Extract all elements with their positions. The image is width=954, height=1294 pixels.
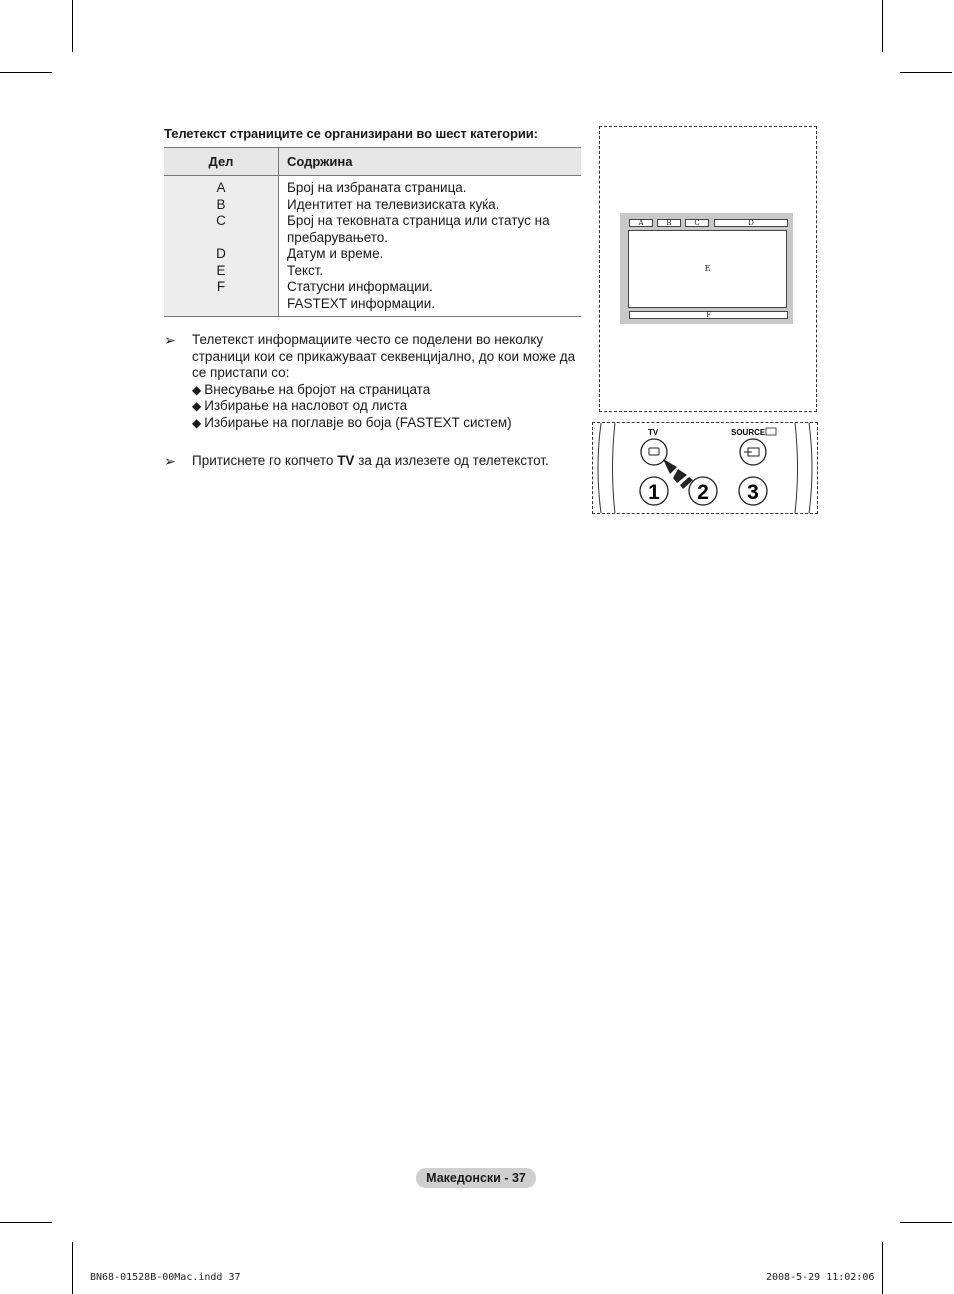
content-line: Број на тековната страница или статус на (287, 213, 550, 228)
tv-button-name: TV (337, 453, 355, 468)
screen-label-b: B (657, 219, 681, 227)
contents-cell (279, 176, 582, 317)
note-exit-teletext: ➢ Притиснете го копчето TV за да излезете од телетекстот. (164, 453, 549, 469)
content-line: Идентитет на телевизиската куќа. (287, 196, 500, 212)
screen-label-c: C (685, 219, 709, 227)
teletext-categories-table (164, 147, 581, 317)
screen-label-d: D (714, 219, 788, 227)
crop-mark (900, 1222, 952, 1223)
screen-label-a: A (629, 219, 653, 227)
part-letter: D (216, 246, 226, 261)
number-label: 3 (747, 481, 759, 504)
screen-label-e: E (628, 230, 787, 308)
content-line: FASTEXT информации. (287, 295, 435, 311)
part-letter: E (216, 262, 226, 278)
part-letter: F (216, 279, 226, 294)
tv-label: TV (648, 428, 659, 437)
page-number-badge: Македонски - 37 (416, 1168, 536, 1188)
content-line: Датум и време. (287, 246, 384, 261)
diamond-bullet-icon: ◆ (192, 399, 202, 413)
part-letter: A (216, 180, 226, 195)
content-line: пребарувањето. (287, 229, 389, 245)
number-button-3[interactable] (739, 477, 767, 505)
crop-mark (72, 1242, 73, 1294)
crop-mark (882, 1242, 883, 1294)
source-button[interactable] (740, 439, 766, 465)
note-line: Телетекст информациите често се поделени во неколку (192, 332, 544, 347)
diamond-bullet-icon: ◆ (192, 382, 202, 397)
screen-label-f: F (629, 311, 788, 319)
teletext-screen-diagram (620, 213, 793, 324)
note-arrow-icon: ➢ (164, 453, 176, 469)
source-label: SOURCE (731, 428, 766, 437)
note-line: страници кои се прикажуваат секвенцијално, до кои може да (192, 348, 576, 364)
content-line: Број на избраната страница. (287, 180, 467, 195)
crop-mark (882, 0, 883, 52)
content-line: Статусни информации. (287, 279, 433, 294)
tv-button[interactable] (641, 439, 667, 465)
part-letter (172, 230, 270, 247)
note-teletext-pages (164, 332, 592, 431)
remote-control-illustration (592, 422, 818, 514)
crop-mark (0, 72, 52, 73)
part-letter: B (216, 196, 226, 212)
diamond-bullet-icon: ◆ (192, 415, 202, 430)
number-button-1[interactable] (640, 477, 668, 505)
number-label: 2 (697, 481, 709, 504)
footer-file-info: BN68-01528B-00Mac.indd 37 (90, 1272, 241, 1283)
remote-drawing (593, 423, 817, 513)
number-button-2[interactable] (689, 477, 717, 505)
pointer-arrow-icon (663, 459, 677, 474)
footer-timestamp: 2008-5-29 11:02:06 (766, 1272, 875, 1283)
column-header-content: Содржина (279, 148, 582, 176)
bullet-item: ◆ Избирање на насловот од листа (192, 398, 408, 413)
number-label: 1 (648, 481, 660, 504)
section-heading: Телетекст страниците се организирани во шест категории: (164, 126, 538, 141)
note-line: се пристапи со: (192, 365, 290, 380)
crop-mark (0, 1222, 52, 1223)
part-letter: C (216, 213, 226, 228)
parts-cell (164, 176, 279, 317)
bullet-item: ◆ Избирање на поглавје во боја (FASTEXT систем) (192, 414, 512, 430)
crop-mark (72, 0, 73, 52)
content-line: Текст. (287, 262, 324, 278)
crop-mark (900, 72, 952, 73)
column-header-part: Дел (164, 148, 279, 176)
bullet-item: ◆ Внесување на бројот на страницата (192, 381, 431, 397)
note-arrow-icon: ➢ (164, 332, 176, 348)
